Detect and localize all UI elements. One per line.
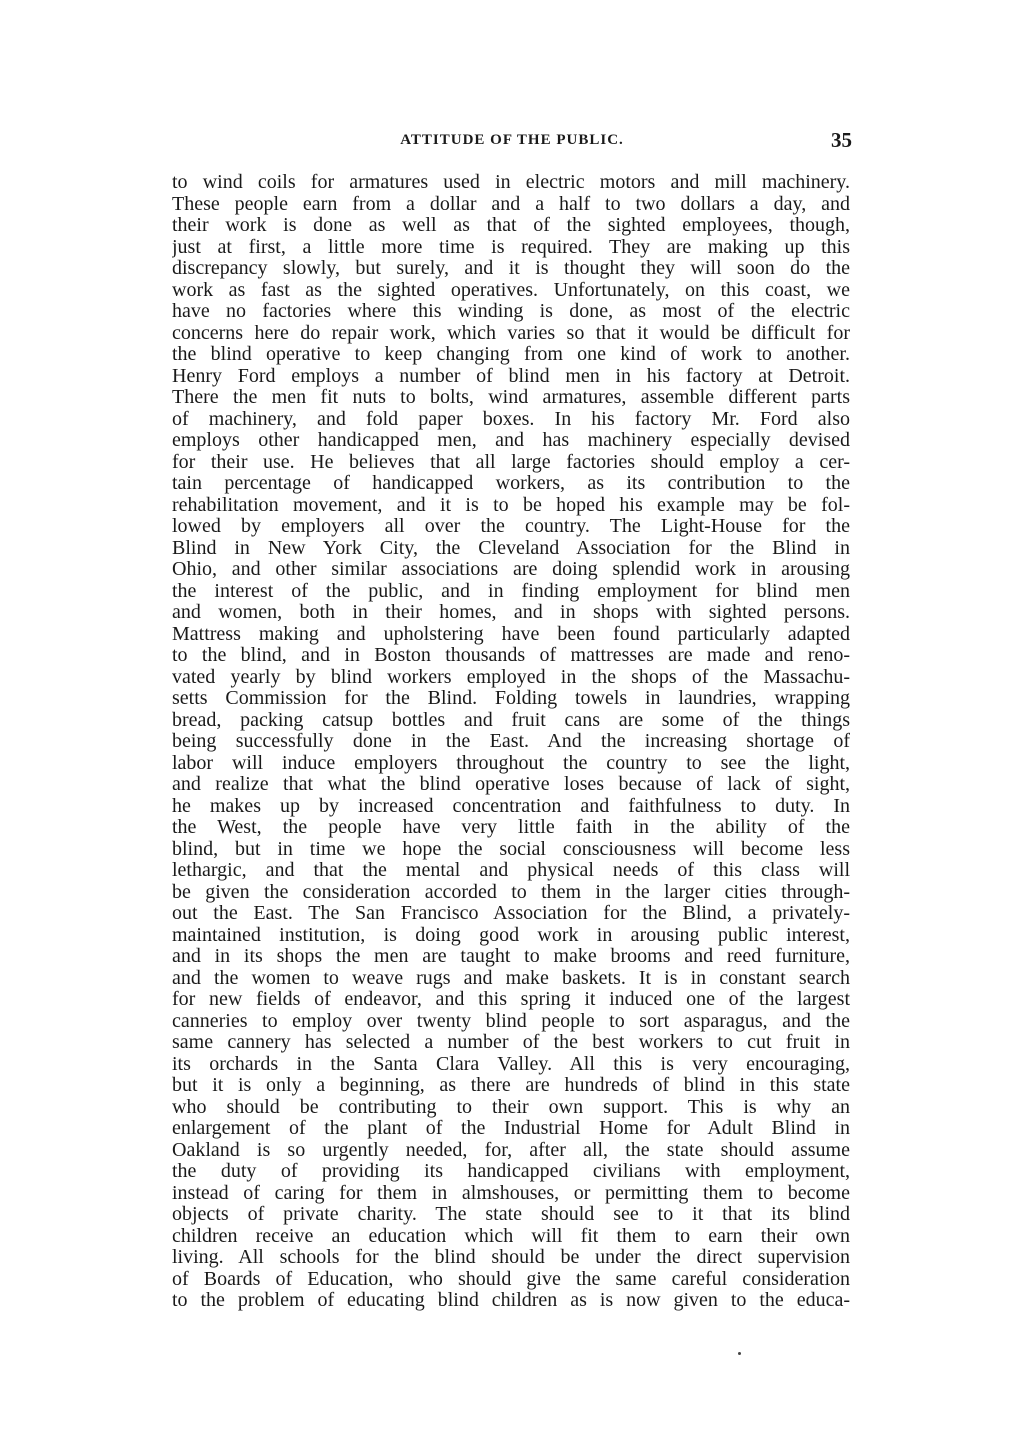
text-line: to the problem of educating blind children as is now given to the educa-: [172, 1290, 850, 1311]
text-line: work as fast as the sighted operatives. Unfortunately, on this coast, we: [172, 279, 850, 301]
text-line: he makes up by increased concentration and faithfulness to duty. In: [172, 795, 850, 817]
text-line: labor will induce employers throughout the country to see the light,: [172, 752, 850, 774]
running-head: [172, 128, 852, 158]
text-line: of machinery, and fold paper boxes. In his factory Mr. Ford also: [172, 408, 850, 430]
text-line: be given the consideration accorded to them in the larger cities through-: [172, 881, 850, 903]
text-line: Oakland is so urgently needed, for, after all, the state should assume: [172, 1139, 850, 1161]
text-line: lethargic, and that the mental and physical needs of this class will: [172, 860, 850, 881]
text-line: and in its shops the men are taught to make brooms and reed furniture,: [172, 946, 850, 967]
text-line: for their use. He believes that all large factories should employ a cer-: [172, 451, 850, 473]
text-line: employs other handicapped men, and has machinery especially devised: [172, 430, 850, 451]
text-line: Blind in New York City, the Cleveland Association for the Blind in: [172, 537, 850, 559]
text-line: Mattress making and upholstering have been found particularly adapted: [172, 623, 850, 645]
text-line: have no factories where this winding is done, as most of the electric: [172, 301, 850, 322]
text-line: its orchards in the Santa Clara Valley. All this is very encouraging,: [172, 1053, 850, 1075]
text-line: children receive an education which will fit them to earn their own: [172, 1225, 850, 1247]
text-line: the West, the people have very little faith in the ability of the: [172, 817, 850, 838]
text-line: rehabilitation movement, and it is to be hoped his example may be fol-: [172, 494, 850, 516]
text-line: and realize that what the blind operative loses because of lack of sight,: [172, 774, 850, 795]
text-line: the blind operative to keep changing from one kind of work to another.: [172, 344, 850, 365]
running-title: ATTITUDE OF THE PUBLIC.: [400, 132, 624, 148]
text-line: for new fields of endeavor, and this spring it induced one of the largest: [172, 989, 850, 1010]
text-line: instead of caring for them in almshouses, or permitting them to become: [172, 1182, 850, 1204]
text-line: vated yearly by blind workers employed in the shops of the Massachu-: [172, 666, 850, 688]
text-line: These people earn from a dollar and a half to two dollars a day, and: [172, 193, 850, 215]
text-line: living. All schools for the blind should be under the direct supervision: [172, 1247, 850, 1268]
text-line: and women, both in their homes, and in shops with sighted persons.: [172, 602, 850, 623]
text-line: objects of private charity. The state should see to it that its blind: [172, 1204, 850, 1225]
text-line: the duty of providing its handicapped civilians with employment,: [172, 1161, 850, 1182]
text-line: but it is only a beginning, as there are hundreds of blind in this state: [172, 1075, 850, 1096]
text-line: There the men fit nuts to bolts, wind armatures, assemble different parts: [172, 387, 850, 408]
text-line: out the East. The San Francisco Association for the Blind, a privately-: [172, 903, 850, 924]
text-line: maintained institution, is doing good work in arousing public interest,: [172, 924, 850, 946]
text-line: setts Commission for the Blind. Folding towels in laundries, wrapping: [172, 688, 850, 709]
text-line: and the women to weave rugs and make baskets. It is in constant search: [172, 967, 850, 989]
text-line: their work is done as well as that of the sighted employees, though,: [172, 215, 850, 236]
body-text: [172, 172, 850, 1312]
page-number: 35: [831, 128, 852, 152]
text-line: lowed by employers all over the country. The Light-House for the: [172, 516, 850, 537]
text-line: Ohio, and other similar associations are doing splendid work in arousing: [172, 559, 850, 580]
text-line: discrepancy slowly, but surely, and it is thought they will soon do the: [172, 258, 850, 279]
text-line: blind, but in time we hope the social consciousness will become less: [172, 838, 850, 860]
text-line: the interest of the public, and in finding employment for blind men: [172, 580, 850, 602]
text-line: concerns here do repair work, which varies so that it would be difficult for: [172, 322, 850, 344]
text-line: to the blind, and in Boston thousands of mattresses are made and reno-: [172, 645, 850, 666]
text-line: to wind coils for armatures used in electric motors and mill machinery.: [172, 172, 850, 193]
text-line: just at first, a little more time is required. They are making up this: [172, 236, 850, 258]
text-line: of Boards of Education, who should give the same careful consideration: [172, 1268, 850, 1290]
text-line: being successfully done in the East. And the increasing shortage of: [172, 731, 850, 752]
text-line: bread, packing catsup bottles and fruit cans are some of the things: [172, 709, 850, 731]
scan-speck: [738, 1352, 741, 1355]
text-line: Henry Ford employs a number of blind men in his factory at Detroit.: [172, 365, 850, 387]
text-line: enlargement of the plant of the Industrial Home for Adult Blind in: [172, 1118, 850, 1139]
text-line: who should be contributing to their own support. This is why an: [172, 1096, 850, 1118]
text-line: same cannery has selected a number of the best workers to cut fruit in: [172, 1032, 850, 1053]
text-line: canneries to employ over twenty blind people to sort asparagus, and the: [172, 1010, 850, 1032]
text-line: tain percentage of handicapped workers, as its contribution to the: [172, 473, 850, 494]
